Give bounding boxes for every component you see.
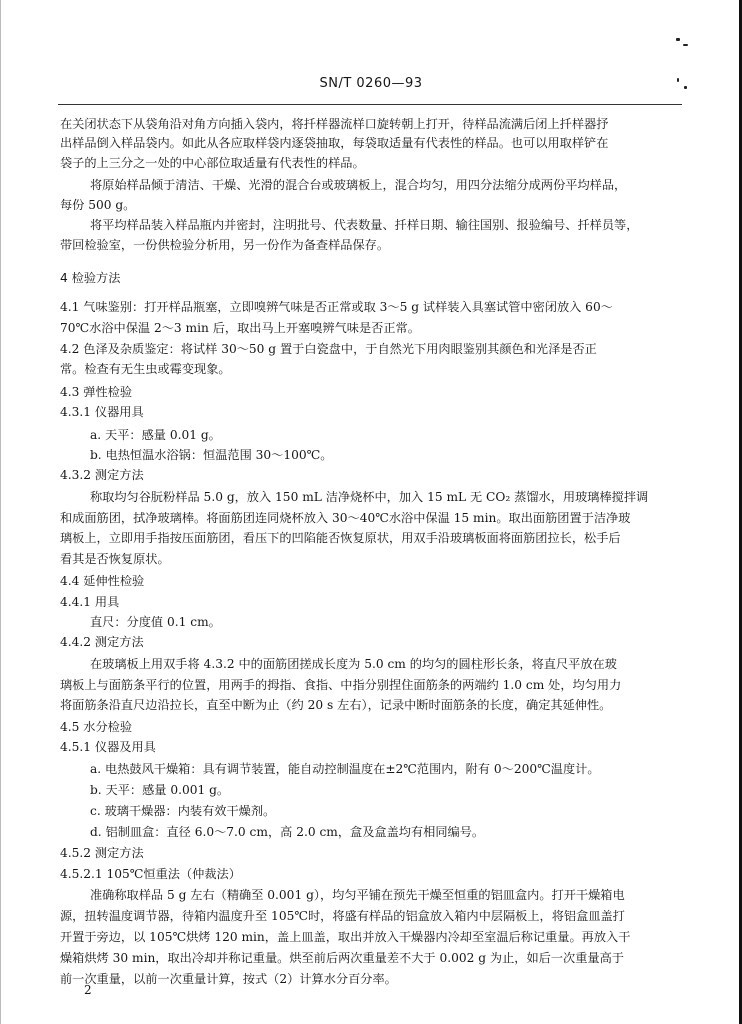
body-line: 在玻璃板上用双手将 4.3.2 中的面筋团搓成长度为 5.0 cm 的均匀的圆柱形长条，将直尺平放在玻 — [90, 657, 617, 671]
body-line: 在关闭状态下从袋角沿对角方向插入袋内，将扦样器流样口旋转朝上打开，待样品流满后闭上扦样器抒 — [60, 117, 609, 131]
clause-4-5-1: 4.5.1 仪器及用具 — [60, 740, 156, 754]
body-line: 前一次重量，以前一次重量计算，按式（2）计算水分百分率。 — [60, 972, 397, 986]
body-line: 70℃水浴中保温 2～3 min 后，取出马上开塞嗅辨气味是否正常。 — [60, 321, 420, 335]
scan-speck — [676, 38, 680, 41]
body-line: 带回检验室，一份供检验分析用，另一份作为备查样品保存。 — [60, 238, 390, 252]
clause-4-5-2-1: 4.5.2.1 105℃恒重法（仲裁法） — [60, 867, 241, 881]
body-line: 璃板上，立即用手指按压面筋团，看压下的凹陷能否恢复原状，用双手沿玻璃板面将面筋团拉长，松手后 — [60, 531, 621, 545]
scan-edge-left — [0, 0, 1, 1024]
body-line: 直尺：分度值 0.1 cm。 — [90, 615, 221, 629]
clause-4-4-1: 4.4.1 用具 — [60, 595, 120, 609]
list-item: a. 天平：感量 0.01 g。 — [90, 428, 221, 442]
body-line: 看其是否恢复原状。 — [60, 552, 170, 566]
list-item: d. 铝制皿盒：直径 6.0～7.0 cm，高 2.0 cm，盒及盒盖均有相同编号。 — [90, 825, 485, 839]
body-line: 燥箱烘烤 30 min，取出冷却并称记重量。烘至前后两次重量差不大于 0.002 g 为止，如后一次重量高于 — [60, 951, 624, 965]
clause-4-3-2: 4.3.2 测定方法 — [60, 468, 144, 482]
list-item: b. 电热恒温水浴锅：恒温范围 30～100℃。 — [90, 448, 333, 462]
body-line: 出样品倒入样品袋内。如此从各应取样袋内逐袋抽取，每袋取适量有代表性的样品。也可以用取样铲在 — [60, 136, 609, 150]
body-line: 准确称取样品 5 g 左右（精确至 0.001 g），均匀平铺在预先干燥至恒重的铝皿盒内。打开干燥箱电 — [90, 888, 625, 902]
list-item: c. 玻璃干燥器：内装有效干燥剂。 — [90, 804, 276, 818]
body-line: 将原始样品倾于清洁、干燥、光滑的混合台或玻璃板上，混合均匀，用四分法缩分成两份平均样品， — [90, 178, 627, 192]
body-line: 开置于旁边，以 105℃烘烤 120 min，盖上皿盖，取出并放入干燥器内冷却至室温后称记重量。再放入干 — [60, 930, 631, 944]
body-line: 璃板上与面筋条平行的位置，用两手的拇指、食指、中指分别捏住面筋条的两端约 1.0 cm 处，均匀用力 — [60, 678, 622, 692]
scan-speck — [683, 44, 688, 46]
clause-4-5-2: 4.5.2 测定方法 — [60, 846, 144, 860]
body-line: 将平均样品装入样品瓶内并密封，注明批号、代表数量、扦样日期、输往国别、报验编号、扦样员等， — [90, 218, 639, 232]
body-line: 称取均匀谷朊粉样品 5.0 g，放入 150 mL 洁净烧杯中，加入 15 mL 无 CO₂ 蒸馏水，用玻璃棒搅拌调 — [90, 490, 649, 504]
body-line: 每份 500 g。 — [60, 198, 136, 212]
list-item: b. 天平：感量 0.001 g。 — [90, 783, 230, 797]
list-item: a. 电热鼓风干燥箱：具有调节装置，能自动控制温度在±2℃范围内，附有 0～200℃温度计。 — [90, 762, 600, 776]
clause-4-5: 4.5 水分检验 — [60, 720, 133, 734]
clause-4-4: 4.4 延伸性检验 — [60, 574, 145, 588]
body-line: 袋子的上三分之一处的中心部位取适量有代表性的样品。 — [60, 156, 365, 170]
clause-4-3: 4.3 弹性检验 — [60, 385, 133, 399]
clause-4-3-1: 4.3.1 仪器用具 — [60, 405, 144, 419]
body-line: 和成面筋团，拭净玻璃棒。将面筋团连同烧杯放入 30～40℃水浴中保温 15 min。取出面筋团置于洁净玻 — [60, 511, 631, 525]
header-rule — [58, 104, 682, 105]
standard-number-header: SN/T 0260—93 — [319, 76, 423, 91]
clause-4-2: 4.2 色泽及杂质鉴定：将试样 30～50 g 置于白瓷盘中，于自然光下用肉眼鉴别其颜色和光泽是否正 — [60, 342, 597, 356]
section-heading: 4 检验方法 — [60, 271, 121, 285]
body-line: 常。检查有无生虫或霉变现象。 — [60, 362, 231, 376]
body-line: 源，扭转温度调节器，待箱内温度升至 105℃时，将盛有样品的铝盒放入箱内中层隔板上，将铝盒皿盖打 — [60, 909, 625, 923]
clause-4-1: 4.1 气味鉴别：打开样品瓶塞，立即嗅辨气味是否正常或取 3～5 g 试样装入具塞试管中密闭放入 60～ — [60, 300, 613, 314]
page-number: 2 — [84, 983, 92, 997]
clause-4-4-2: 4.4.2 测定方法 — [60, 635, 144, 649]
body-line: 将面筋条沿直尺边沿拉长，直至中断为止（约 20 s 左右），记录中断时面筋条的长度，确定其延伸性。 — [60, 698, 612, 712]
